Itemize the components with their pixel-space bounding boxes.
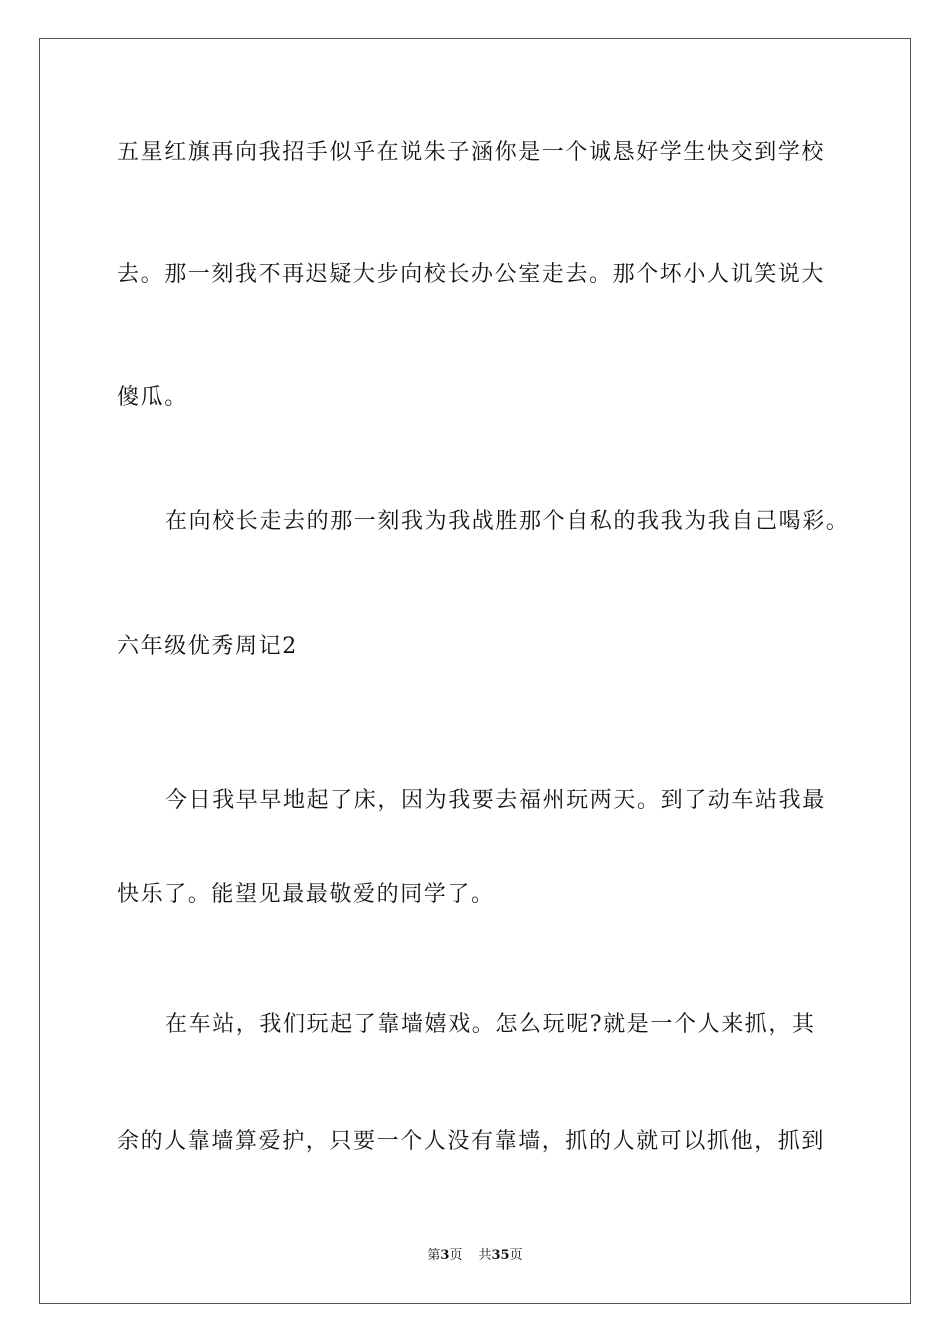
- footer-page-suffix: 页: [449, 1248, 463, 1263]
- footer-total-pages: 35: [491, 1248, 510, 1263]
- page-footer: [0, 1247, 950, 1265]
- footer-total-prefix: 共: [478, 1248, 492, 1263]
- page-frame: [39, 38, 911, 1304]
- footer-total-suffix: 页: [509, 1248, 523, 1263]
- body-line-1: 五星红旗再向我招手似乎在说朱子涵你是一个诚恳好学生快交到学校: [117, 140, 826, 165]
- body-line-2: 去。那一刻我不再迟疑大步向校长办公室走去。那个坏小人讥笑说大: [117, 262, 826, 287]
- body-line-3: 傻瓜。: [117, 385, 188, 410]
- section-heading: 六年级优秀周记2: [117, 634, 298, 659]
- body-line-7: 快乐了。能望见最最敬爱的同学了。: [117, 882, 495, 907]
- body-line-9: 余的人靠墙算爱护，只要一个人没有靠墙，抓的人就可以抓他，抓到: [117, 1129, 826, 1154]
- footer-page-number: 3: [440, 1248, 450, 1263]
- footer-page-prefix: 第: [427, 1248, 441, 1263]
- body-line-8: 在车站，我们玩起了靠墙嬉戏。怎么玩呢?就是一个人来抓，其: [165, 1012, 816, 1037]
- body-line-6: 今日我早早地起了床，因为我要去福州玩两天。到了动车站我最: [165, 788, 826, 813]
- body-line-4: 在向校长走去的那一刻我为我战胜那个自私的我我为我自己喝彩。: [165, 509, 850, 534]
